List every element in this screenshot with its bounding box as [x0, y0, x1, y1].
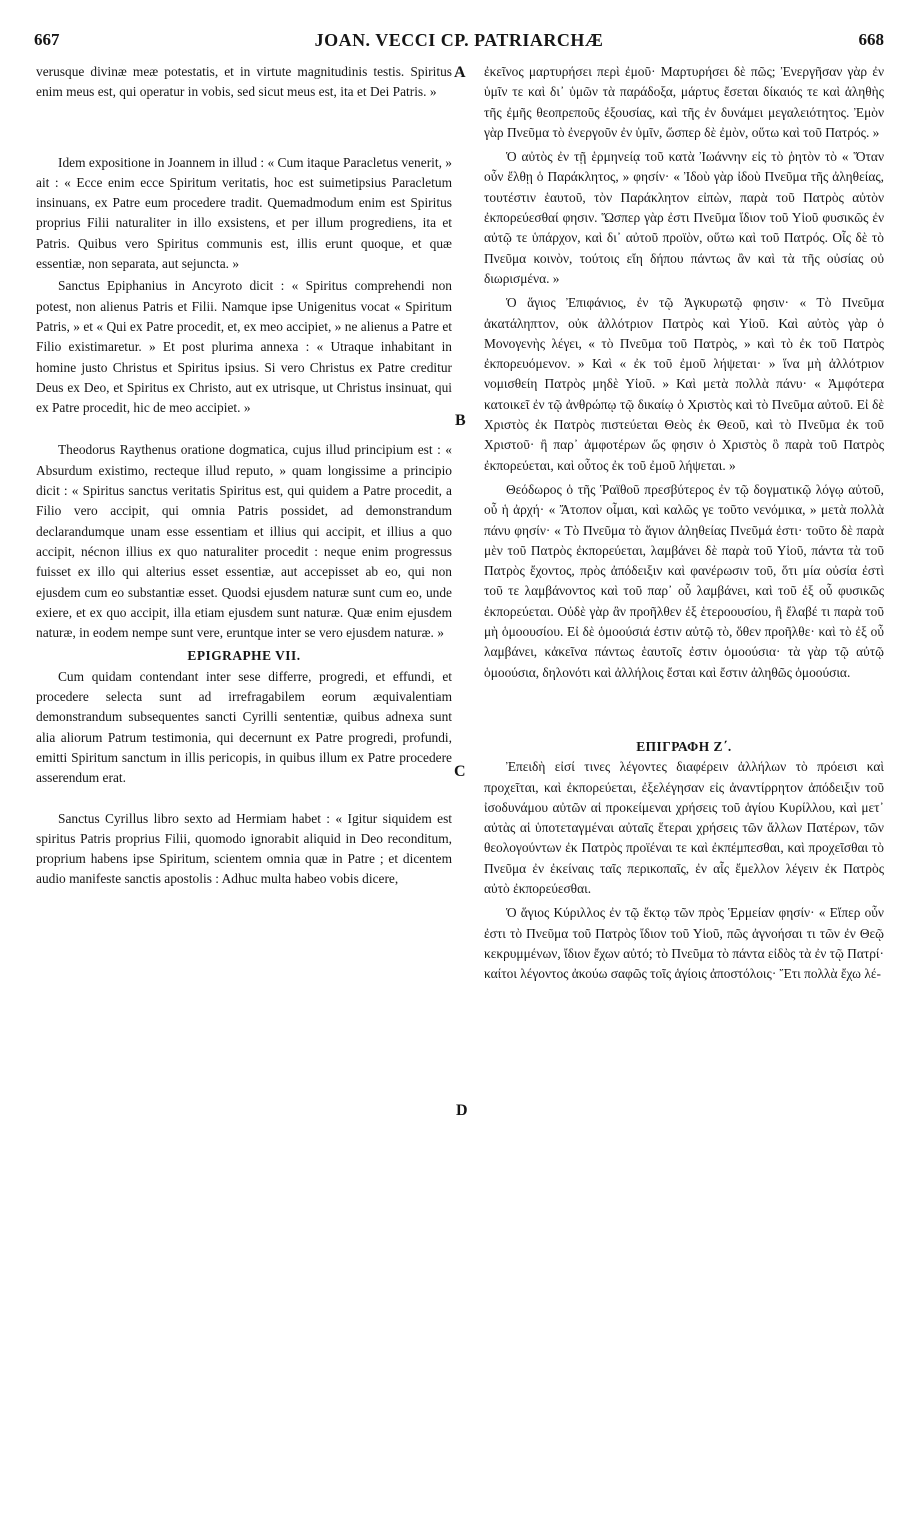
page-number-right: 668: [858, 30, 884, 49]
greek-paragraph: Ὁ ἅγιος Ἐπιφάνιος, ἐν τῷ Ἀγκυρωτῷ φησιν· « Τὸ Πνεῦμα ἀκατάληπτον, οὐκ ἀλλότριον Πατρὸς καὶ Υἱοῦ. Καὶ αὐτὸς γὰρ ὁ Μονογενὴς λέγει, « τὸ Πνεῦμα τοῦ Πατρὸς, » καὶ τὸ ἐκ τοῦ Πατρὸς ἐκπορευόμενον. » Καὶ « ἐκ τοῦ ἐμοῦ λήψεται· » ἵνα μὴ ἀλλότριον νομισθείη Πατρὸς μηδὲ Υἱοῦ. » Καὶ μετὰ πολλὰ πάνυ· « Ἀμφότερα κατοικεῖ ἐν τῷ ἀνθρώπῳ τῷ δικαίῳ ὁ Χριστὸς καὶ τὸ Πνεῦμα αὐτοῦ. Εἰ δὲ Χριστὸς ἐκ Πατρὸς πιστεύεται Θεὸς ἐκ Θεοῦ, καὶ τὸ Πνεῦμα ἐκ τοῦ Χριστοῦ· ἢ παρ᾽ ἀμφοτέρων ὥς φησιν ὁ Χριστὸς ὃ παρὰ τοῦ Πατρὸς ἐκπορεύεται, καὶ οὗτος ἐκ τοῦ ἐμοῦ λήψεται. »: [484, 295, 884, 473]
latin-paragraph: Cum quidam contendant inter sese differre, progredi, et effundi, et procedere selecta sunt ad irrefragabilem eorum æquivalentiam demonstrandum subsequentes sancti Cyrilli sententiæ, quibus adnexa sunt alia aliorum Patrum testimonia, qui decernunt ex Patre progredi, profundi, emitti Spiritum sanctum in illis pericopis, in quibus illum ex Patre procedere asserendum erat.: [36, 668, 452, 786]
latin-column: [36, 62, 452, 890]
section-heading-latin: EPIGRAPHE VII.: [187, 648, 301, 664]
section-heading-greek: ΕΠΙΓΡΑΦΗ Ζ΄.: [636, 738, 732, 754]
running-header: [34, 30, 884, 56]
greek-column: [484, 62, 884, 984]
greek-paragraph: Ὁ αὐτὸς ἐν τῇ ἑρμηνείᾳ τοῦ κατὰ Ἰωάννην εἰς τὸ ῥητὸν τὸ « Ὅταν οὖν ἔλθῃ ὁ Παράκλητος, » φησίν· « Ἰδοὺ γὰρ ἰδοὺ Πνεῦμα τῆς ἀληθείας, τουτέστιν ἑαυτοῦ, τὸν Παράκλητον εἰπὼν, παρὰ τοῦ Πατρὸς αὐτὸν ἐκπορεύεσθαί φησιν. Ὥσπερ γὰρ ἐστι Πνεῦμα ἴδιον τοῦ Υἱοῦ φυσικῶς ἐν αὐτῷ τε ὑπάρχον, καὶ δι᾽ αὐτοῦ προϊὸν, οὕτω καὶ τοῦ Πατρός. Οἷς δὲ τὸ Πνεῦμα κοινὸν, τούτοις εἴη δήπου πάντως ἂν καὶ τὰ τῆς οὐσίας οὐ διωρισμένα. »: [484, 149, 884, 286]
latin-paragraph: verusque divinæ meæ potestatis, et in virtute magnitudinis testis. Spiritus enim meus est, qui operatur in vobis, sed sicut meus est, ita et Dei Patris. »: [36, 64, 452, 100]
greek-paragraph: Θεόδωρος ὁ τῆς Ῥαϊθοῦ πρεσβύτερος ἐν τῷ δογματικῷ λόγῳ αὐτοῦ, οὗ ἡ ἀρχή· « Ἄτοπον οἶμαι, καὶ καλῶς γε τοῦτο νενόμικα, » μετὰ πολλὰ πάνυ φησίν· « Τὸ Πνεῦμα τὸ ἅγιον ἀληθείας Πνεῦμά ἐστι· τοῦτο δὲ παρὰ μὲν τοῦ Πατρὸς ἐκπορεύεται, λαμβάνει δὲ παρὰ τοῦ Υἱοῦ, πάντα τὰ τοῦ Πατρὸς ἔχοντος, πρὸς ἀπόδειξιν καὶ φανέρωσιν τοῦ, ὅτι μία οὐσία ἐστὶ τοῦ τε λαμβάνοντος καὶ τοῦ παρ᾽ οὗ λαμβάνει, καὶ τοῦ ἐξ οὗ φυσικῶς ἐκπορεύεται. Οὐδὲ γὰρ ἂν προῆλθεν ἐξ ἑτεροουσίου, ἢ ἔλαβέ τι παρὰ τοῦ μὴ ὁμοουσίου. Εἰ δὲ ὁμοούσιά ἐστιν αὐτῷ τὸ, ὅθεν προῆλθε· καὶ τὸ ἐξ οὗ λαμβάνει, κἀκεῖνα πάντως ἑαυτοῖς ἐστιν ὁμοούσια· τὰ γὰρ τῷ αὐτῷ ὁμοούσια, δηλονότι καὶ ἀλλήλοις ἔσται καὶ ἔστιν ἀληθῶς ὁμοούσια.: [484, 481, 884, 680]
greek-paragraph: Ὁ ἅγιος Κύριλλος ἐν τῷ ἕκτῳ τῶν πρὸς Ἑρμείαν φησίν· « Εἴπερ οὖν ἐστι τὸ Πνεῦμα τοῦ Πατρὸς ἴδιον τοῦ Υἱοῦ, πῶς ἀγνοήσαι τι τῶν ἐν Θεῷ κεκρυμμένων, ἴδιον ἔχων αὐτό; τὸ Πνεῦμα τὸ πάντα εἰδὸς τὰ ἐν τῷ Πατρί· καίτοι λέγοντος ἀκούω σαφῶς τοῖς ἁγίοις ἀποστόλοις· Ἔτι πολλὰ ἔχω λέ-: [484, 905, 884, 982]
latin-paragraph: Theodorus Raythenus oratione dogmatica, cujus illud principium est : « Absurdum existimo, recteque illud reputo, » quam longissime a principio dicit : « Spiritus sanctus veritatis Spiritus est, qui quidem a Patre procedit, a Filio vero accipit, qui omnia Patris possidet, ad demonstrandum declarandumque unam esse essentiam et illius qui accipit, et illius a quo accipit, nécnon illius ex quo naturaliter procedit : neque enim progressus fuisset ex illo qui alterius esset essentiæ, aut accepisset ab eo, qui non ejusdem cum eo substantiæ esset. Quodsi ejusdem naturæ sunt cum eo, unde exiere, et ex quo accipit, illa etiam ejusdem sunt naturæ. Quæ enim ejusdem naturæ, in eodem nempe sunt vere, eruntque inter se vero ejusdem naturæ. »: [36, 442, 452, 641]
greek-paragraph: ἐκεῖνος μαρτυρήσει περὶ ἐμοῦ· Μαρτυρήσει δὲ πῶς; Ἐνεργῆσαν γὰρ ἐν ὑμῖν τε καὶ δι᾽ ὑμῶν τὰ παράδοξα, μάρτυς ἔσεται δίκαιός τε καὶ ἀληθὴς τῆς ἐμῆς θεοπρεποῦς ἐξουσίας, καὶ τῆς ἐν δυνάμει μεγαλειότητος. Ἐμὸν γὰρ Πνεῦμα τὸ ἐνεργοῦν ἐν ὑμῖν, ὥσπερ δὲ ἐμὸν, οὕτω καὶ τοῦ Πατρός. »: [484, 64, 884, 140]
section-marker-d: D: [456, 1102, 468, 1119]
latin-paragraph: Sanctus Epiphanius in Ancyroto dicit : « Spiritus comprehendi non potest, non alienus Patris et Filii. Namque ipse Unigenitus vocat « Spiritum Patris, » et « Qui ex Patre procedit, et, ex meo accipiet, » ne alienus a Patre et Filio existimaretur. » Et post plurima annexa : « Utraque inhabitant in homine justo Christus et Spiritus ipsius. Si vero Christus ex Patre creditur Deus ex Deo, et Spiritus ex Christo, aut ex utrisque, ut Christus insinuat, qui ex Patre procedit, hic de meo accipiet. »: [36, 278, 452, 416]
running-title: JOAN. VECCI CP. PATRIARCHÆ: [314, 30, 604, 50]
latin-paragraph: Idem expositione in Joannem in illud : « Cum itaque Paracletus venerit, » ait : « Ecce enim ecce Spiritum veritatis, hoc est suimetipsius Paracletum insinuans, ex Patre eum procedere tradit. Quemadmodum enim est Spiritus proprius Filii naturaliter in illo exsistens, et per illum progrediens, ita et Patris. Quibus vero Spiritus communis est, illis erunt quoque, et quæ essentiæ, non separata, aut sejuncta. »: [36, 154, 452, 272]
section-marker-c: C: [454, 763, 466, 780]
latin-paragraph: Sanctus Cyrillus libro sexto ad Hermiam habet : « Igitur siquidem est spiritus Patris proprius Filii, quomodo ignorabit aliquid in Deo reconditum, proprium habens ipse Spiritum, scientem omnia quæ in Patre ; et dicentem audio manifeste sanctis apostolis : Adhuc multa habeo vobis dicere,: [36, 810, 452, 887]
section-marker-b: B: [455, 412, 466, 429]
section-marker-a: A: [454, 64, 466, 81]
greek-paragraph: Ἐπειδὴ εἰσί τινες λέγοντες διαφέρειν ἀλλήλων τὸ πρόεισι καὶ προχεῖται, καὶ ἐκπορεύεται, ἐξελέγησαν εἰς ἀναντίρρητον ἀπόδειξιν τοῦ ἰσοδυνάμου αὐτῶν αἱ προκείμεναι χρήσεις τοῦ ἁγίου Κυρίλλου, καὶ μετ᾽ αὐτὰς αἱ ὑποτεταγμέναι αὐταῖς ἕτεραι χρήσεις τῶν ἄλλων Πατέρων, τῶν θεολογούντων ἐκ Πατρὸς προϊέναι τε καὶ ἐκπέμπεσθαι, καὶ προχεῖσθαι τὸ Πνεῦμα ἐν ἐκείναις ταῖς περικοπαῖς, ἐν αἷς ἔμελλον λέγειν ἐκ Πατρὸς αὐτὸ ἐκπορεύεσθαι.: [484, 759, 884, 896]
page-number-left: 667: [34, 30, 60, 49]
